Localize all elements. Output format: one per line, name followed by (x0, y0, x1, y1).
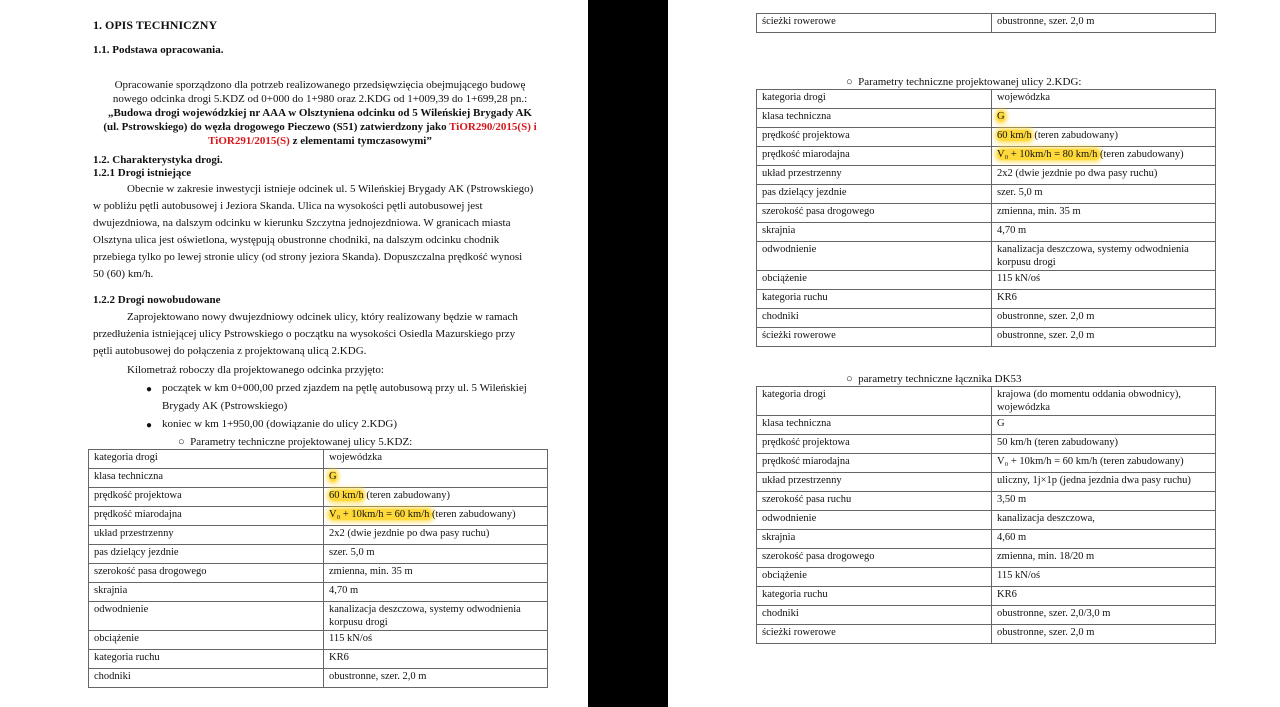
parameter-name-cell: ścieżki rowerowe (757, 328, 992, 347)
parameter-name-cell: skrajnia (757, 223, 992, 242)
table-row (757, 185, 1216, 204)
bullet-item: koniec w km 1+950,00 (dowiązanie do ulicy 2.KDG) (162, 418, 398, 430)
table-row (757, 242, 1216, 271)
parameter-value-cell: KR6 (324, 650, 548, 669)
bullet-dot-icon: ● (146, 384, 153, 395)
parameter-value-cell: V₀ + 10km/h = 60 km/h (teren zabudowany) (992, 454, 1216, 473)
table-row (757, 309, 1216, 328)
table-row (89, 450, 548, 469)
existing-roads-paragraph (93, 181, 546, 283)
paragraph-line: pętli autobusowej do połączenia z projektowaną ulicą 2.KDG. (93, 345, 367, 357)
parameter-name-cell: obciążenie (89, 631, 324, 650)
table-caption-text: Parametry techniczne projektowanej ulicy 5.KDZ: (190, 436, 413, 448)
parameter-name-cell: chodniki (89, 669, 324, 688)
parameter-value-cell: kanalizacja deszczowa, systemy odwodnienia korpusu drogi (324, 602, 548, 631)
intro-text: z elementami tymczasowymi” (289, 135, 432, 147)
parameter-name-cell: odwodnienie (89, 602, 324, 631)
intro-line: „Budowa drogi wojewódzkiej nr AAA w Olsztyniena odcinku od 5 Wileńskiej Brygady AK (108, 107, 532, 119)
parameter-value-cell: obustronne, szer. 2,0 m (992, 309, 1216, 328)
table-row (89, 545, 548, 564)
parameter-name-cell: szerokość pasa drogowego (89, 564, 324, 583)
intro-line: Opracowanie sporządzono dla potrzeb realizowanego przedsięwzięcia obejmującego budowę (114, 79, 526, 91)
parameter-value-cell: G (992, 416, 1216, 435)
parameter-value-cell: 50 km/h (teren zabudowany) (992, 435, 1216, 454)
paragraph-line: 50 (60) km/h. (93, 268, 154, 280)
circle-bullet-icon: ○ (178, 436, 185, 448)
parameter-value-cell: szer. 5,0 m (324, 545, 548, 564)
highlighted-text: 60 km/h (329, 490, 364, 501)
parameter-value-cell: 115 kN/oś (324, 631, 548, 650)
parameter-value-cell (992, 147, 1216, 166)
section-heading: 1. OPIS TECHNICZNY (93, 18, 218, 32)
parameter-name-cell: ścieżki rowerowe (757, 625, 992, 644)
parameter-name-cell: układ przestrzenny (89, 526, 324, 545)
table-row (757, 568, 1216, 587)
highlighted-text: G (997, 111, 1005, 122)
cell-text: (teren zabudowany) (432, 509, 516, 520)
table-row (757, 109, 1216, 128)
parameter-name-cell: skrajnia (89, 583, 324, 602)
parameter-value-cell: KR6 (992, 290, 1216, 309)
table-row (757, 473, 1216, 492)
paragraph-line: przedłużenia istniejącej ulicy Pstrowskiego o początku na wysokości Osiedla Mazurskiego przy (93, 328, 516, 340)
approval-number: TiOR291/2015(S) (208, 135, 290, 147)
highlighted-text: 60 km/h (997, 130, 1032, 141)
parameter-name-cell: prędkość miarodajna (89, 507, 324, 526)
table-row (757, 14, 1216, 33)
table-row (757, 90, 1216, 109)
parameter-value-cell: 4,70 m (324, 583, 548, 602)
paragraph-line: Obecnie w zakresie inwestycji istnieje odcinek ul. 5 Wileńskiej Brygady AK (Pstrowskiego) (127, 183, 534, 195)
intro-line: nowego odcinka drogi 5.KDZ od 0+000 do 1+980 oraz 2.KDG od 1+009,39 do 1+699,28 pn.: (112, 93, 528, 105)
parameter-value-cell: 4,70 m (992, 223, 1216, 242)
table-row (757, 492, 1216, 511)
parameter-value-cell: 3,50 m (992, 492, 1216, 511)
parameter-value-cell: krajowa (do momentu oddania obwodnicy), wojewódzka (992, 387, 1216, 416)
parameter-name-cell: prędkość miarodajna (757, 454, 992, 473)
parameter-name-cell: układ przestrzenny (757, 166, 992, 185)
approval-number: TiOR290/2015(S) i (449, 121, 537, 133)
cell-text: (teren zabudowany) (363, 490, 451, 501)
parameter-name-cell: kategoria ruchu (757, 290, 992, 309)
parameter-value-cell: wojewódzka (324, 450, 548, 469)
paragraph-line: w pobliżu pętli autobusowej i Jeziora Skanda. Ulica na wysokości pętli autobusowej jest (93, 200, 483, 212)
parameter-name-cell: prędkość projektowa (89, 488, 324, 507)
parameter-value-cell: wojewódzka (992, 90, 1216, 109)
table-row (757, 606, 1216, 625)
table-row (757, 271, 1216, 290)
table-row (89, 488, 548, 507)
table-row (757, 290, 1216, 309)
parameter-value-cell: obustronne, szer. 2,0/3,0 m (992, 606, 1216, 625)
parameter-name-cell: klasa techniczna (757, 416, 992, 435)
document-page-left (0, 0, 588, 707)
table-row (89, 583, 548, 602)
bullet-item-continuation: Brygady AK (Pstrowskiego) (162, 400, 288, 412)
parameters-table-continued (756, 13, 1216, 33)
parameter-name-cell: skrajnia (757, 530, 992, 549)
parameter-value-cell: szer. 5,0 m (992, 185, 1216, 204)
table-row (757, 530, 1216, 549)
table-caption (846, 373, 1022, 385)
intro-line (90, 134, 550, 148)
table-caption-text: parametry techniczne łącznika DK53 (858, 373, 1022, 385)
chainage-intro: Kilometraż roboczy dla projektowanego odcinka przyjęto: (127, 364, 384, 376)
parameter-name-cell: obciążenie (757, 271, 992, 290)
document-page-right (668, 0, 1280, 707)
parameter-value-cell: KR6 (992, 587, 1216, 606)
parameters-table-dk53 (756, 386, 1216, 644)
subsection-heading: 1.2.2 Drogi nowobudowane (93, 294, 221, 306)
parameter-value-cell (992, 109, 1216, 128)
parameter-value-cell: zmienna, min. 35 m (992, 204, 1216, 223)
parameter-value-cell: uliczny, 1j×1p (jedna jezdnia dwa pasy ruchu) (992, 473, 1216, 492)
parameter-value-cell: obustronne, szer. 2,0 m (992, 14, 1216, 33)
paragraph-line: Zaprojektowano nowy dwujezdniowy odcinek ulicy, który realizowany będzie w ramach (127, 311, 518, 323)
table-caption-text: Parametry techniczne projektowanej ulicy 2.KDG: (858, 76, 1082, 88)
parameter-value-cell: zmienna, min. 35 m (324, 564, 548, 583)
parameter-name-cell: obciążenie (757, 568, 992, 587)
bullet-item: początek w km 0+000,00 przed zjazdem na pętlę autobusową przy ul. 5 Wileńskiej (162, 382, 527, 394)
parameter-name-cell: kategoria drogi (757, 90, 992, 109)
parameter-name-cell: kategoria ruchu (89, 650, 324, 669)
parameter-name-cell: prędkość projektowa (757, 435, 992, 454)
table-row (757, 511, 1216, 530)
paragraph-line: przebiega tylko po lewej stronie ulicy (od strony jeziora Skanda). Dopuszczalna prędkość wynosi (93, 251, 523, 263)
parameters-table-5kdz (88, 449, 548, 688)
table-row (757, 435, 1216, 454)
parameters-table-2kdg (756, 89, 1216, 347)
parameter-value-cell: kanalizacja deszczowa, systemy odwodnienia korpusu drogi (992, 242, 1216, 271)
table-row (757, 147, 1216, 166)
subsection-heading: 1.2. Charakterystyka drogi. (93, 154, 223, 166)
cell-text: (teren zabudowany) (1031, 130, 1119, 141)
parameter-name-cell: szerokość pasa drogowego (757, 204, 992, 223)
parameter-value-cell: 2x2 (dwie jezdnie po dwa pasy ruchu) (324, 526, 548, 545)
table-row (89, 469, 548, 488)
table-row (757, 625, 1216, 644)
parameter-name-cell: szerokość pasa ruchu (757, 492, 992, 511)
table-row (757, 387, 1216, 416)
table-row (757, 166, 1216, 185)
table-row (89, 669, 548, 688)
table-row (89, 507, 548, 526)
new-roads-paragraph (93, 309, 546, 360)
parameter-name-cell: układ przestrzenny (757, 473, 992, 492)
table-row (89, 564, 548, 583)
intro-paragraph (90, 78, 550, 148)
subsection-heading: 1.2.1 Drogi istniejące (93, 167, 192, 179)
table-row (757, 416, 1216, 435)
parameter-name-cell: kategoria drogi (89, 450, 324, 469)
highlighted-text: V₀ + 10km/h = 60 km/h (329, 509, 433, 520)
parameter-name-cell: klasa techniczna (757, 109, 992, 128)
table-row (89, 526, 548, 545)
parameter-value-cell: obustronne, szer. 2,0 m (992, 328, 1216, 347)
table-row (757, 454, 1216, 473)
subsection-heading: 1.1. Podstawa opracowania. (93, 44, 224, 56)
parameter-value-cell (992, 128, 1216, 147)
table-row (757, 328, 1216, 347)
parameter-value-cell: 115 kN/oś (992, 271, 1216, 290)
parameter-value-cell: zmienna, min. 18/20 m (992, 549, 1216, 568)
parameter-value-cell: 115 kN/oś (992, 568, 1216, 587)
intro-line (90, 120, 550, 134)
cell-text: (teren zabudowany) (1100, 149, 1184, 160)
table-caption (846, 76, 1081, 88)
parameter-name-cell: ścieżki rowerowe (757, 14, 992, 33)
table-row (757, 549, 1216, 568)
table-row (89, 631, 548, 650)
parameter-name-cell: chodniki (757, 606, 992, 625)
table-row (89, 650, 548, 669)
circle-bullet-icon: ○ (846, 76, 853, 88)
parameter-name-cell: prędkość projektowa (757, 128, 992, 147)
table-row (757, 128, 1216, 147)
intro-text: (ul. Pstrowskiego) do węzła drogowego Pieczewo (S51) zatwierdzony jako (103, 121, 450, 133)
paragraph-line: dwujezdniowa, na dalszym odcinku w kierunku Szczytna jednojezdniowa. W granicach miasta (93, 217, 511, 229)
parameter-value-cell: obustronne, szer. 2,0 m (324, 669, 548, 688)
table-caption (178, 436, 412, 448)
table-row (757, 587, 1216, 606)
parameter-name-cell: kategoria ruchu (757, 587, 992, 606)
parameter-name-cell: kategoria drogi (757, 387, 992, 416)
table-row (757, 223, 1216, 242)
parameter-name-cell: odwodnienie (757, 511, 992, 530)
parameter-name-cell: pas dzielący jezdnie (89, 545, 324, 564)
parameter-value-cell (324, 488, 548, 507)
parameter-value-cell (324, 507, 548, 526)
parameter-name-cell: prędkość miarodajna (757, 147, 992, 166)
parameter-name-cell: chodniki (757, 309, 992, 328)
table-row (89, 602, 548, 631)
circle-bullet-icon: ○ (846, 373, 853, 385)
parameter-value-cell: 2x2 (dwie jezdnie po dwa pasy ruchu) (992, 166, 1216, 185)
table-row (757, 204, 1216, 223)
paragraph-line: Olsztyna ulica jest oświetlona, występują obustronne chodniki, na dalszym odcinku chodnik (93, 234, 500, 246)
parameter-value-cell: obustronne, szer. 2,0 m (992, 625, 1216, 644)
parameter-value-cell (324, 469, 548, 488)
highlighted-text: V₀ + 10km/h = 80 km/h (997, 149, 1101, 160)
parameter-value-cell: kanalizacja deszczowa, (992, 511, 1216, 530)
highlighted-text: G (329, 471, 337, 482)
bullet-dot-icon: ● (146, 420, 153, 431)
parameter-name-cell: odwodnienie (757, 242, 992, 271)
parameter-name-cell: klasa techniczna (89, 469, 324, 488)
parameter-name-cell: szerokość pasa drogowego (757, 549, 992, 568)
parameter-name-cell: pas dzielący jezdnie (757, 185, 992, 204)
parameter-value-cell: 4,60 m (992, 530, 1216, 549)
